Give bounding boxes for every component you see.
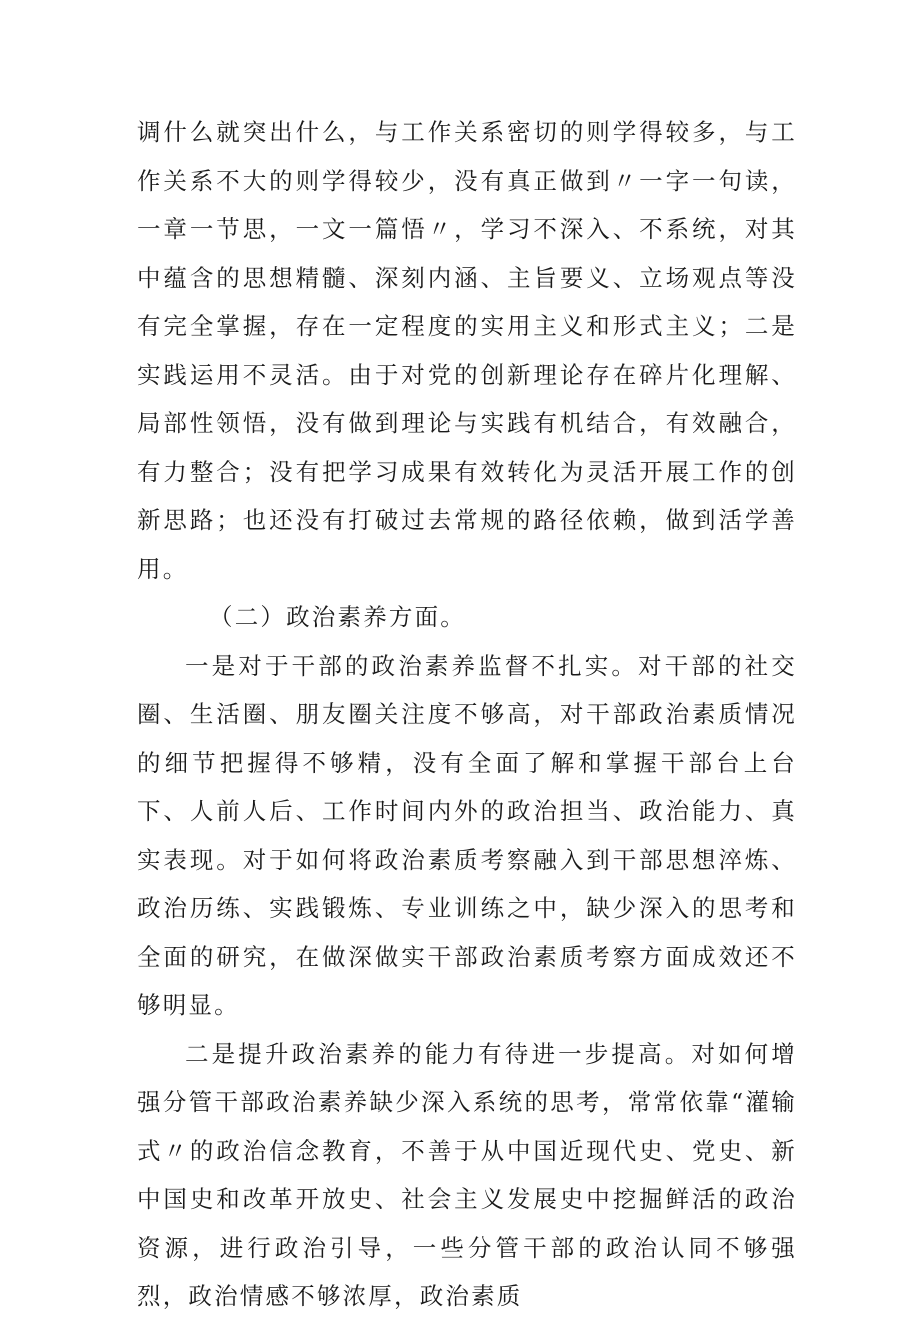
document-body [137, 108, 797, 1321]
paragraph-point-two: 二是提升政治素养的能力有待进一步提高。对如何增强分管干部政治素养缺少深入系统的思考，常常依靠“灌输式〃的政治信念教育，不善于从中国近现代史、党史、新中国史和改革开放史、社会主义发展史中挖掘鲜活的政治资源，进行政治引导，一些分管干部的政治认同不够强烈，政治情感不够浓厚，政治素质 [137, 1039, 797, 1310]
paragraph-point-one: 一是对于干部的政治素养监督不扎实。对干部的社交圈、生活圈、朋友圈关注度不够高，对干部政治素质情况的细节把握得不够精，没有全面了解和掌握干部台上台下、人前人后、工作时间内外的政治担当、政治能力、真实表现。对于如何将政治素质考察融入到干部思想淬炼、政治历练、实践锻炼、专业训练之中，缺少深入的思考和全面的研究，在做深做实干部政治素质考察方面成效还不够明显。 [137, 651, 797, 1019]
section-heading: （二）政治素养方面。 [209, 603, 466, 631]
paragraph-continuation: 调什么就突出什么，与工作关系密切的则学得较多，与工作关系不大的则学得较少，没有真正做到〃一字一句读，一章一节思，一文一篇悟〃，学习不深入、不系统，对其中蕴含的思想精髓、深刻内涵、主旨要义、立场观点等没有完全掌握，存在一定程度的实用主义和形式主义；二是实践运用不灵活。由于对党的创新理论存在碎片化理解、局部性领悟，没有做到理论与实践有机结合，有效融合，有力整合；没有把学习成果有效转化为灵活开展工作的创新思路；也还没有打破过去常规的路径依赖，做到活学善用。 [137, 118, 797, 583]
